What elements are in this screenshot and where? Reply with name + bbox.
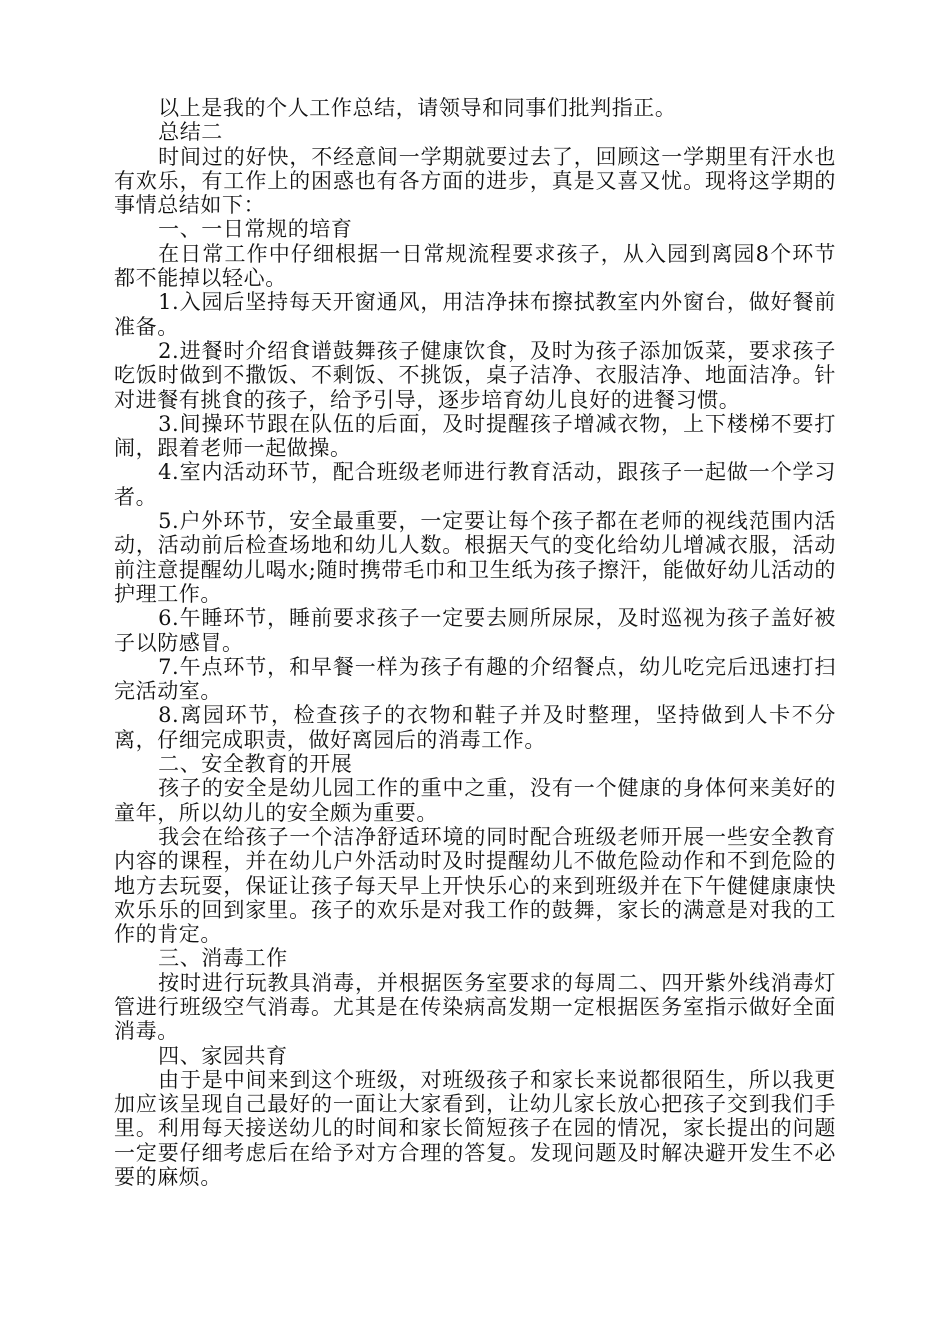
safety-paragraph-1: 孩子的安全是幼儿园工作的重中之重，没有一个健康的身体何来美好的童年，所以幼儿的安全颇为重要。 [114, 776, 836, 825]
routine-item-3: 3.间操环节跟在队伍的后面，及时提醒孩子增减衣物，上下楼梯不要打闹，跟着老师一起做操。 [114, 411, 836, 461]
section-heading-safety: 二、安全教育的开展 [158, 752, 353, 777]
section-heading-home-school: 四、家园共育 [158, 1043, 288, 1068]
section-heading-disinfection: 三、消毒工作 [158, 946, 288, 971]
routine-item-5: 5.户外环节，安全最重要，一定要让每个孩子都在老师的视线范围内活动，活动前后检查场地和幼儿人数。根据天气的变化给幼儿增减衣服，活动前注意提醒幼儿喝水;随时携带毛巾和卫生纸为孩子擦汗，能做好幼儿活动的护理工作。 [114, 509, 836, 606]
routine-item-2: 2.进餐时介绍食谱鼓舞孩子健康饮食，及时为孩子添加饭菜，要求孩子吃饭时做到不撒饭、不剩饭、不挑饭，桌子洁净、衣服洁净、地面洁净。针对进餐有挑食的孩子，给予引导，逐步培育幼儿良好的进餐习惯。 [114, 338, 836, 412]
home-school-paragraph: 由于是中间来到这个班级，对班级孩子和家长来说都很陌生，所以我更加应该呈现自己最好的一面让大家看到，让幼儿家长放心把孩子交到我们手里。利用每天接送幼儿的时间和家长简短孩子在园的情况，家长提出的问题一定要仔细考虑后在给予对方合理的答复。发现问题及时解决避开发生不必要的麻烦。 [114, 1067, 836, 1190]
routine-item-1: 1.入园后坚持每天开窗通风，用洁净抹布擦拭教室内外窗台，做好餐前准备。 [114, 290, 836, 339]
routine-item-6: 6.午睡环节，睡前要求孩子一定要去厕所尿尿，及时巡视为孩子盖好被子以防感冒。 [114, 606, 836, 655]
routine-item-8: 8.离园环节，检查孩子的衣物和鞋子并及时整理，坚持做到人卡不分离，仔细完成职责，做好离园后的消毒工作。 [114, 703, 836, 752]
safety-paragraph-2: 我会在给孩子一个洁净舒适环境的同时配合班级老师开展一些安全教育内容的课程，并在幼儿户外活动时及时提醒幼儿不做危险动作和不到危险的地方去玩耍，保证让孩子每天早上开快乐心的来到班级并在下午健健康康快欢乐乐的回到家里。孩子的欢乐是对我工作的鼓舞，家长的满意是对我的工作的肯定。 [114, 824, 836, 947]
summary-two-title: 总结二 [158, 120, 223, 145]
routine-item-7: 7.午点环节，和早餐一样为孩子有趣的介绍餐点，幼儿吃完后迅速打扫完活动室。 [114, 654, 836, 704]
routine-intro-paragraph: 在日常工作中仔细根据一日常规流程要求孩子，从入园到离园8个环节都不能掉以轻心。 [114, 241, 836, 291]
disinfection-paragraph: 按时进行玩教具消毒，并根据医务室要求的每周二、四开紫外线消毒灯管进行班级空气消毒。尤其是在传染病高发期一定根据医务室指示做好全面消毒。 [114, 970, 836, 1044]
document-body [114, 96, 836, 1189]
intro-paragraph: 时间过的好快，不经意间一学期就要过去了，回顾这一学期里有汗水也有欢乐，有工作上的困惑也有各方面的进步，真是又喜又忧。现将这学期的事情总结如下： [114, 144, 836, 218]
section-heading-routine: 一、一日常规的培育 [158, 217, 353, 242]
closing-paragraph: 以上是我的个人工作总结，请领导和同事们批判指正。 [158, 96, 677, 120]
routine-item-4: 4.室内活动环节，配合班级老师进行教育活动，跟孩子一起做一个学习者。 [114, 460, 836, 509]
